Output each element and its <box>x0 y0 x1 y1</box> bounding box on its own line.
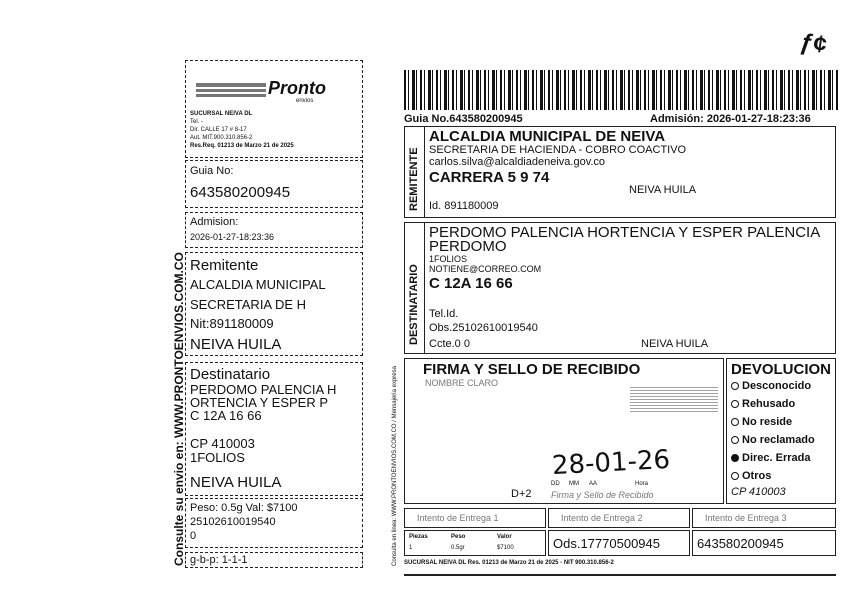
guia-number: 643580200945 <box>190 184 291 201</box>
destinatario-name-2: PERDOMO <box>429 238 507 255</box>
destinatario-line: ORTENCIA Y ESPER P <box>190 395 328 410</box>
admision-value: 2026-01-27-18:23:36 <box>190 232 275 242</box>
destinatario-city: NEIVA HUILA <box>190 474 282 491</box>
corner-handwritten-mark: ƒ¢ <box>798 28 829 59</box>
destinatario-tab-label: DESTINATARIO <box>408 264 420 345</box>
destinatario-email: NOTIENE@CORREO.COM <box>429 264 542 274</box>
intento-3-box <box>692 508 836 528</box>
remitente-tab <box>405 127 425 217</box>
intento-1-label: Intento de Entrega 1 <box>417 513 499 523</box>
guia-bottom-value: 643580200945 <box>697 536 784 551</box>
devolucion-option-direc-errada[interactable]: Direc. Errada <box>731 453 810 464</box>
destinatario-line: PERDOMO PALENCIA H <box>190 382 337 397</box>
devolucion-option-no-reclamado[interactable]: No reclamado <box>731 435 815 446</box>
firma-date-label: Hora <box>635 481 649 487</box>
ods-value: Ods.17770500945 <box>553 536 660 551</box>
logo-text: Pronto <box>268 78 326 98</box>
admision-label: Admision: <box>190 216 239 228</box>
peso-zero: 0 <box>190 530 197 542</box>
radio-icon <box>731 400 739 408</box>
left-peso-box <box>185 498 363 548</box>
firma-date-label: AA <box>589 481 598 487</box>
table-cell: 1 <box>409 545 413 551</box>
firma-date-label: DD <box>551 481 560 487</box>
destinatario-obs: Obs.25102610019540 <box>429 322 538 334</box>
ods-box <box>548 530 690 556</box>
left-branch-box <box>185 60 363 158</box>
branch-line: Aut. MIT.900.310.856-2 <box>190 135 253 141</box>
footer-code: g-b-p: 1-1-1 <box>190 554 248 566</box>
destinatario-folios: 1FOLIOS <box>429 254 468 264</box>
remitente-block <box>404 126 836 218</box>
left-footer-box <box>185 552 363 568</box>
barcode <box>404 70 840 110</box>
remitente-dept: SECRETARIA DE HACIENDA - COBRO COACTIVO <box>429 144 687 156</box>
right-vertical-site: Consulta en linea: WWW.PRONTOENVIOS.COM.CO / Mensajeria expresa <box>392 366 398 566</box>
radio-icon <box>731 436 739 444</box>
logo-tagline: envios <box>296 98 314 104</box>
radio-icon <box>731 418 739 426</box>
bottom-rule <box>404 574 836 576</box>
destinatario-city: NEIVA HUILA <box>641 338 709 350</box>
firma-name-label: NOMBRE CLARO <box>425 378 499 388</box>
firma-title: FIRMA Y SELLO DE RECIBIDO <box>423 361 641 378</box>
destinatario-tab <box>405 223 425 353</box>
intento-3-label: Intento de Entrega 3 <box>705 513 787 523</box>
devolucion-option-rehusado[interactable]: Rehusado <box>731 399 795 410</box>
branch-line: SUCURSAL NEIVA DL <box>190 111 253 117</box>
devolucion-option-desconocido[interactable]: Desconocido <box>731 381 811 392</box>
destinatario-label: Destinatario <box>190 366 271 383</box>
piezas-table <box>404 530 546 556</box>
peso-line: Peso: 0.5g Val: $7100 <box>190 502 298 514</box>
destinatario-cp: CP 410003 <box>190 436 255 451</box>
peso-ref: 25102610019540 <box>190 516 276 528</box>
firma-date-handwritten: 28-01-26 <box>551 444 671 482</box>
radio-icon <box>731 472 739 480</box>
devolucion-option-otros[interactable]: Otros <box>731 471 771 482</box>
remitente-city: NEIVA HUILA <box>629 184 697 196</box>
radio-icon <box>731 382 739 390</box>
table-header: Piezas <box>409 534 428 540</box>
devolucion-cp: CP 410003 <box>731 486 786 498</box>
firma-date-label: MM <box>569 481 579 487</box>
devolucion-block <box>726 358 836 504</box>
intento-2-label: Intento de Entrega 2 <box>561 513 643 523</box>
intento-2-box <box>548 508 690 528</box>
destinatario-tel: Tel.Id. <box>429 308 459 320</box>
devolucion-title: DEVOLUCION <box>731 361 832 378</box>
radio-checked-icon <box>731 454 739 462</box>
left-vertical-site: Consulte su envio en: WWW.PRONTOENVIOS.COM.CO <box>172 252 186 566</box>
table-cell: $7100 <box>497 545 514 551</box>
signature-smear <box>630 386 718 412</box>
left-guia-box <box>185 160 363 208</box>
remitente-line: SECRETARIA DE H <box>190 297 307 312</box>
right-footer: SUCURSAL NEIVA DL Res. 01213 de Marzo 21 de 2025 - NIT 900.310.856-2 <box>404 560 614 566</box>
destinatario-block <box>404 222 836 354</box>
table-cell: 0.5gr <box>451 545 465 551</box>
guia-label: Guia No: <box>190 165 234 177</box>
left-admision-box <box>185 212 363 248</box>
branch-line: Dir. CALLE 17 # 8-17 <box>190 127 247 133</box>
left-destinatario-box <box>185 362 363 496</box>
guia-header: Guia No.643580200945 <box>404 113 523 125</box>
destinatario-folios: 1FOLIOS <box>190 450 245 465</box>
table-header: Valor <box>497 534 512 540</box>
destinatario-address: C 12A 16 66 <box>429 275 513 292</box>
remitente-line: Nit:891180009 <box>190 316 274 331</box>
remitente-email: carlos.silva@alcaldiadeneiva.gov.co <box>429 156 606 168</box>
d-plus: D+2 <box>511 488 532 500</box>
admision-header: Admisión: 2026-01-27-18:23:36 <box>650 113 811 125</box>
remitente-name: ALCALDIA MUNICIPAL DE NEIVA <box>429 128 666 145</box>
remitente-line: ALCALDIA MUNICIPAL <box>190 277 326 292</box>
left-remitente-box <box>185 252 363 356</box>
branch-line: Res.Req. 01213 de Marzo 21 de 2025 <box>190 143 294 149</box>
remitente-label: Remitente <box>190 257 259 274</box>
remitente-id: Id. 891180009 <box>429 200 499 212</box>
devolucion-option-no-reside[interactable]: No reside <box>731 417 792 428</box>
destinatario-name-1: PERDOMO PALENCIA HORTENCIA Y ESPER PALENCIA <box>429 224 821 241</box>
firma-block <box>404 358 724 504</box>
destinatario-line: C 12A 16 66 <box>190 408 262 423</box>
destinatario-cote: Ccte.0 0 <box>429 338 470 350</box>
table-header: Peso <box>451 534 466 540</box>
intento-1-box <box>404 508 546 528</box>
remitente-address: CARRERA 5 9 74 <box>429 169 550 186</box>
guia-bottom-box <box>692 530 836 556</box>
branch-line: Tel. - <box>190 119 204 125</box>
remitente-tab-label: REMITENTE <box>408 147 420 211</box>
remitente-city: NEIVA HUILA <box>190 336 282 353</box>
firma-sub: Firma y Sello de Recibido <box>551 490 654 500</box>
